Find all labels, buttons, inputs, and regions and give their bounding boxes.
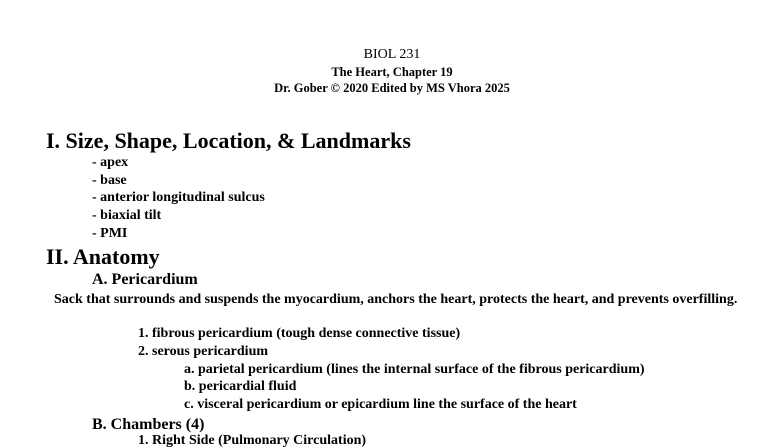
list-item: 2. serous pericardium: [138, 344, 269, 359]
subheading-pericardium: A. Pericardium: [92, 271, 198, 288]
list-item: a. parietal pericardium (lines the internal surface of the fibrous pericardium): [184, 362, 645, 377]
document-title: The Heart, Chapter 19: [331, 65, 453, 79]
list-item: 1. Right Side (Pulmonary Circulation): [138, 433, 367, 448]
list-item: - biaxial tilt: [92, 208, 162, 223]
list-item: - anterior longitudinal sulcus: [92, 190, 265, 205]
list-item: - PMI: [92, 226, 128, 241]
list-item: 1. fibrous pericardium (tough dense connective tissue): [138, 326, 461, 341]
subheading-chambers: B. Chambers (4): [92, 416, 205, 433]
list-item: c. visceral pericardium or epicardium line the surface of the heart: [184, 397, 577, 412]
list-item: - apex: [92, 155, 129, 170]
section-heading-anatomy: II. Anatomy: [46, 244, 160, 269]
list-item: b. pericardial fluid: [184, 379, 297, 394]
author-credit: Dr. Gober © 2020 Edited by MS Vhora 2025: [274, 81, 510, 95]
course-code: BIOL 231: [363, 47, 421, 62]
section-heading-size-shape: I. Size, Shape, Location, & Landmarks: [46, 128, 411, 153]
list-item: - base: [92, 173, 127, 188]
pericardium-description: Sack that surrounds and suspends the myocardium, anchors the heart, protects the heart, and prevents overfilling.: [54, 292, 738, 307]
